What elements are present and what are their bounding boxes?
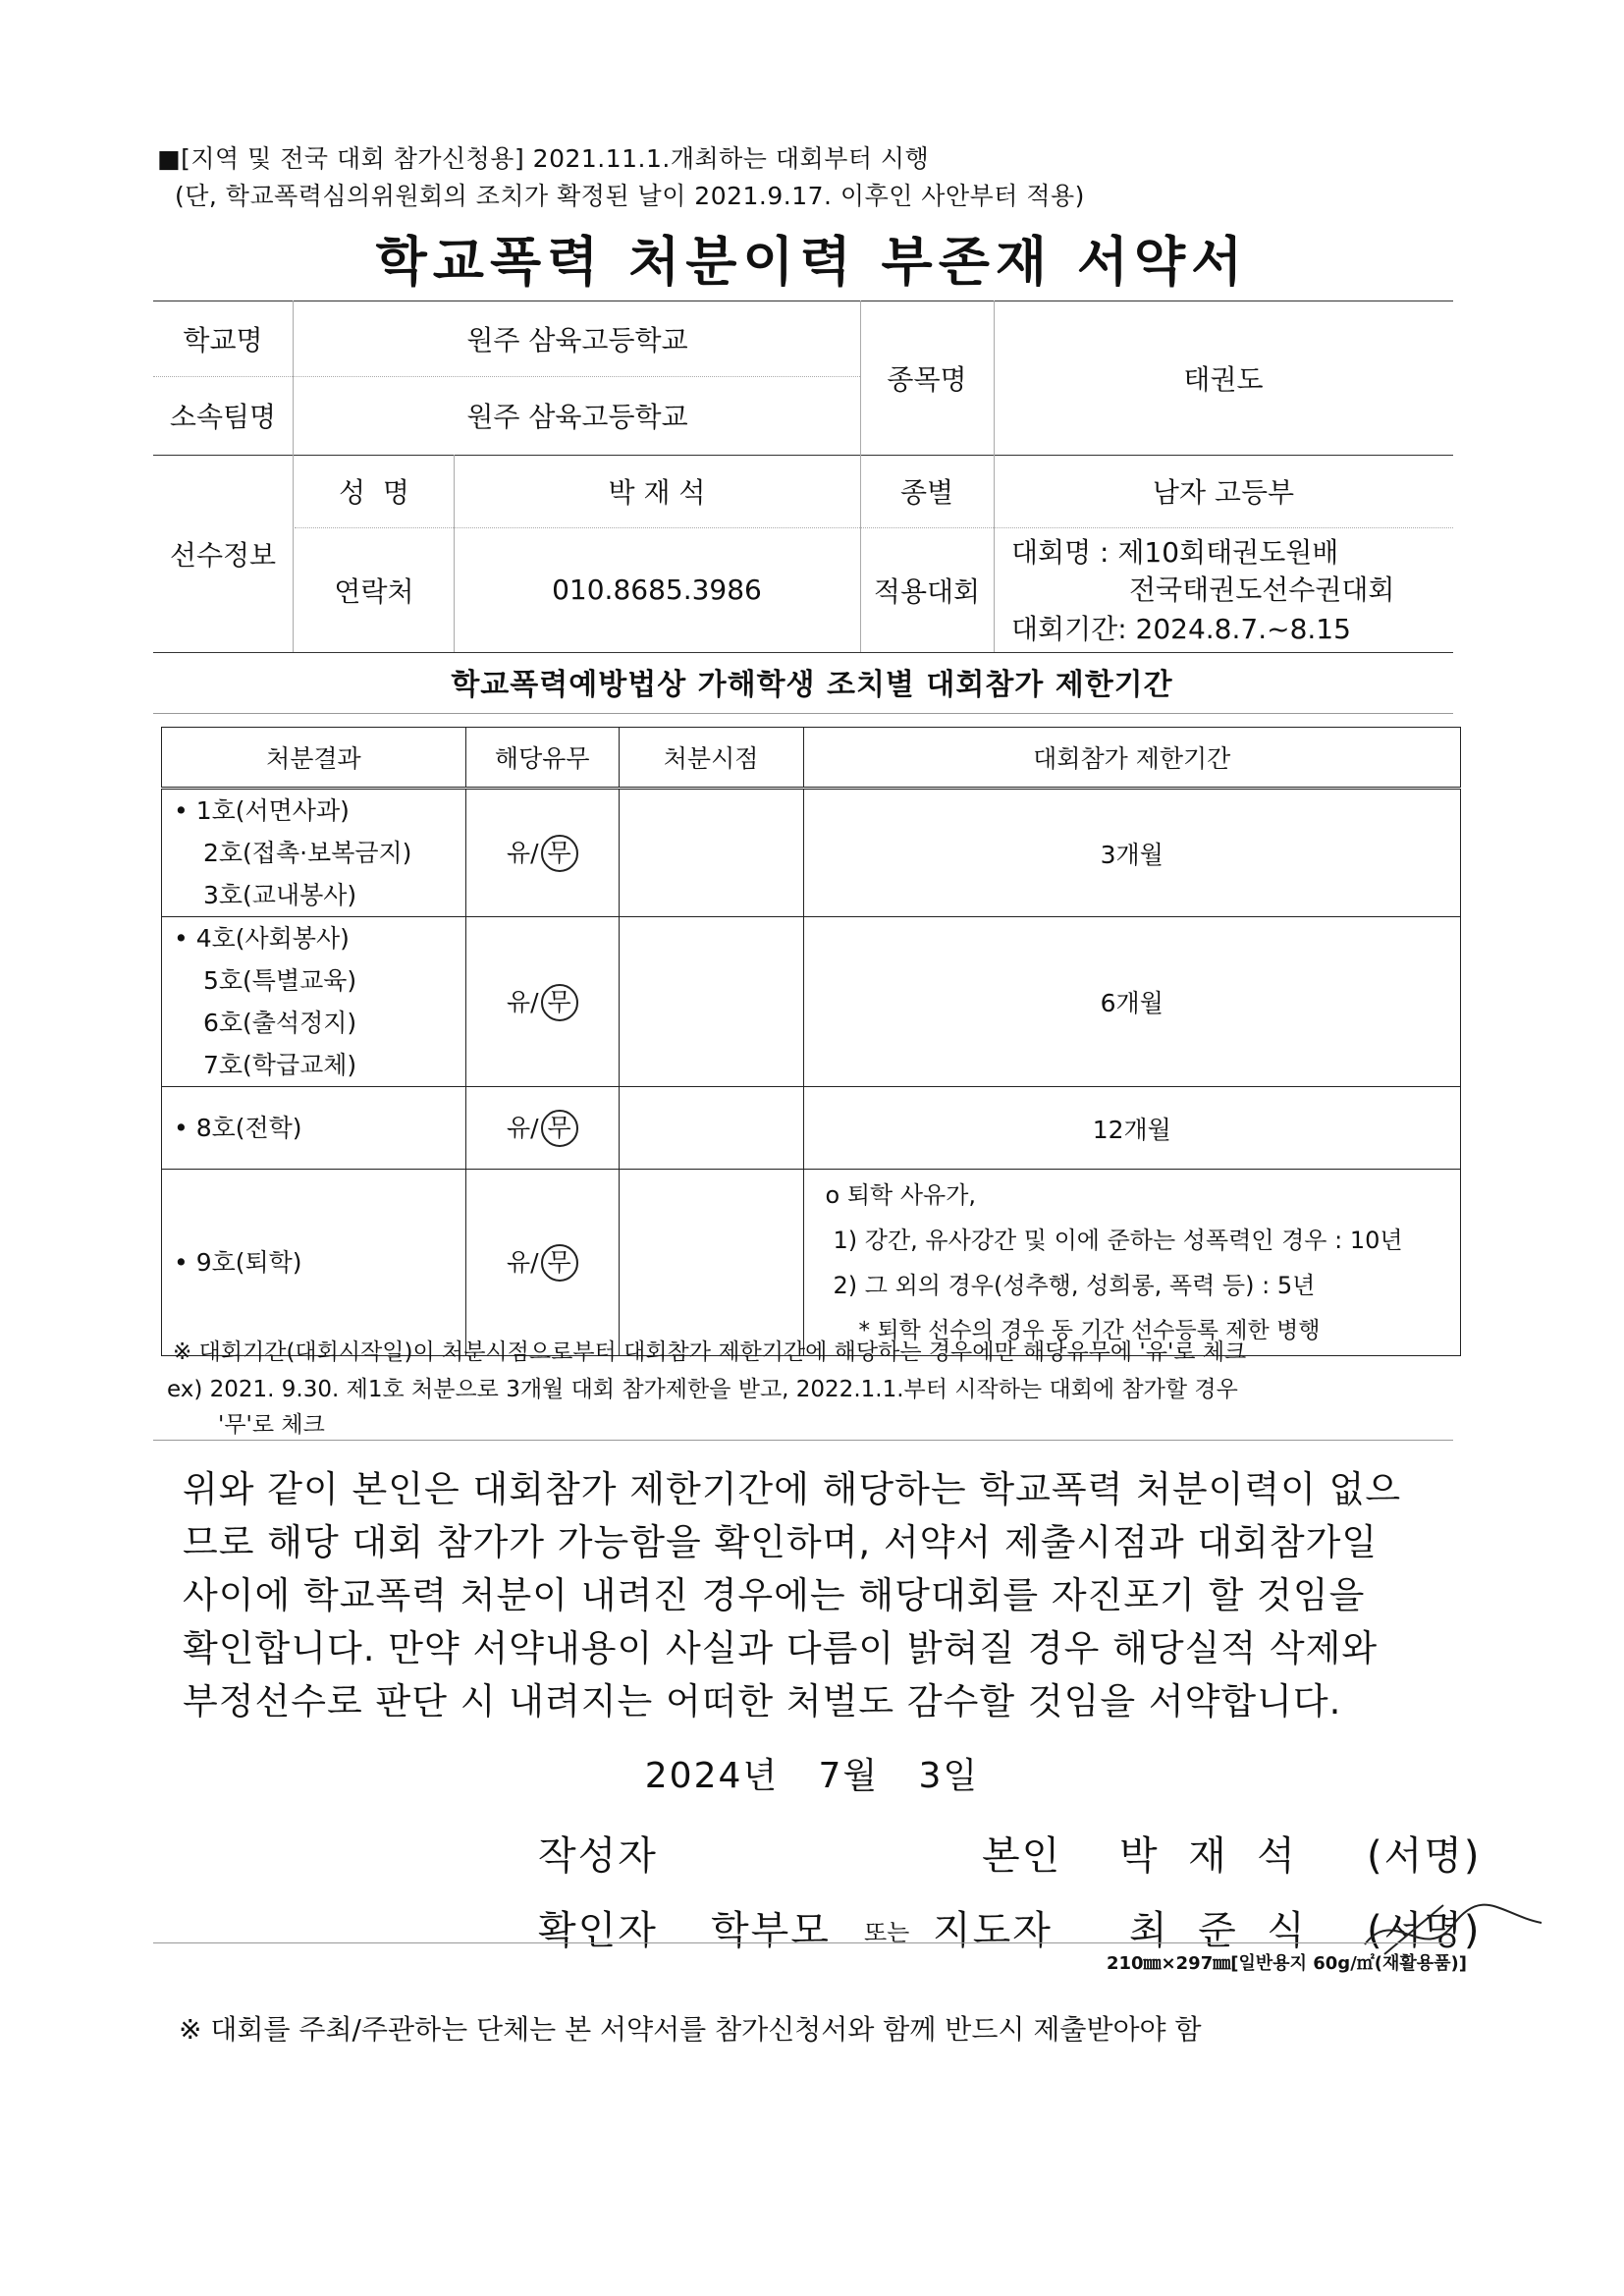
header-note-2: (단, 학교폭력심의위원회의 조치가 확정된 날이 2021.9.17. 이후인 사안부터 적용): [175, 182, 1085, 210]
confirmer-label: 확인자: [538, 1908, 658, 1953]
event-name-line2: 전국태권도선수권대회: [1129, 574, 1395, 606]
author-signature[interactable]: (서명): [1367, 1833, 1482, 1879]
pledge-line: 므로 해당 대회 참가가 가능함을 확인하며, 서약서 제출시점과 대회참가일: [183, 1521, 1379, 1563]
expulsion-reason: o 퇴학 사유가,: [825, 1180, 977, 1209]
category-item: • 8호(전학): [174, 1114, 302, 1142]
category-item: 3호(교내봉사): [203, 881, 357, 909]
school-label: 학교명: [183, 323, 263, 356]
date-cell[interactable]: [619, 1170, 803, 1356]
no-option-circled: 무: [541, 984, 578, 1021]
bottom-note: ※ 대회를 주최/주관하는 단체는 본 서약서를 참가신청서와 함께 반드시 제출받아야 함: [179, 2013, 1202, 2046]
category-cell: [162, 1170, 466, 1356]
applicable-cell[interactable]: [465, 1170, 619, 1356]
category-item: • 1호(서면사과): [174, 796, 350, 825]
gender-value: 남자 고등부: [1152, 476, 1295, 509]
applicable-cell[interactable]: [465, 789, 619, 917]
document-title: 학교폭력 처분이력 부존재 서약서: [375, 231, 1249, 293]
confirmer-or: 또는: [864, 1919, 910, 1946]
yes-option: 유/: [506, 987, 539, 1016]
category-item: 6호(출석정지): [203, 1009, 357, 1037]
footnote-1: ※ 대회기간(대회시작일)이 처분시점으로부터 대회참가 제한기간에 해당하는 경우에만 해당유무에 '유'로 체크: [173, 1339, 1247, 1365]
yes-option: 유/: [506, 1248, 539, 1277]
footnote-divider: [153, 1440, 1453, 1441]
category-item: • 4호(사회봉사): [174, 924, 350, 953]
header-applicable: 해당유무: [465, 728, 619, 789]
no-option-circled: 무: [541, 1110, 578, 1147]
expulsion-note: * 퇴학 선수의 경우 동 기간 선수등록 제한 병행: [858, 1317, 1321, 1343]
date-cell[interactable]: [619, 917, 803, 1087]
category-cell: [162, 1087, 466, 1170]
event-name-line1: 대회명 : 제10회태권도원배: [1011, 536, 1339, 569]
yes-option: 유/: [506, 839, 539, 867]
date-cell[interactable]: [619, 789, 803, 917]
yes-option: 유/: [506, 1114, 539, 1142]
table-header-row: [162, 728, 1461, 789]
sport-value: 태권도: [1183, 362, 1264, 396]
confirmer-signature[interactable]: (서명): [1367, 1908, 1482, 1953]
confirmer-name: 최 준 식: [1129, 1908, 1307, 1953]
table-row: [162, 917, 1461, 1087]
date-cell[interactable]: [619, 1087, 803, 1170]
category-item: • 9호(퇴학): [174, 1248, 302, 1277]
name-value: 박 재 석: [608, 476, 706, 509]
table-row: [162, 1170, 1461, 1356]
author-name: 박 재 석: [1119, 1833, 1297, 1879]
header-date: 처분시점: [619, 728, 803, 789]
applicable-cell[interactable]: [465, 1087, 619, 1170]
category-cell: [162, 789, 466, 917]
author-role: 본인: [982, 1833, 1062, 1879]
author-label: 작성자: [538, 1833, 658, 1879]
info-bottom-border: [153, 652, 1453, 653]
section-heading: 학교폭력예방법상 가해학생 조치별 대회참가 제한기간: [451, 668, 1173, 702]
section-divider: [153, 713, 1453, 714]
no-option-circled: 무: [541, 835, 578, 872]
signature-divider: [153, 1942, 1453, 1943]
confirmer-role-parent: 학부모: [711, 1908, 831, 1953]
pledge-text: [183, 1463, 1459, 1728]
school-value: 원주 삼육고등학교: [466, 323, 688, 356]
applicable-cell[interactable]: [465, 917, 619, 1087]
signing-date: 2024년 7월 3일: [644, 1756, 980, 1796]
table-row: [162, 1087, 1461, 1170]
event-label: 적용대회: [873, 574, 981, 608]
gender-label: 종별: [899, 476, 954, 509]
athlete-info-label: 선수정보: [169, 538, 277, 572]
sport-label: 종목명: [887, 362, 967, 396]
team-label: 소속팀명: [169, 401, 277, 433]
category-item: 2호(접촉·보복금지): [203, 839, 412, 867]
expulsion-case-1: 1) 강간, 유사강간 및 이에 준하는 성폭력인 경우 : 10년: [833, 1226, 1403, 1254]
team-value: 원주 삼육고등학교: [466, 401, 688, 433]
event-period: 대회기간: 2024.8.7.~8.15: [1011, 613, 1351, 645]
header-note-1: ■[지역 및 전국 대회 참가신청용] 2021.11.1.개최하는 대회부터 시행: [157, 144, 930, 173]
name-label: 성 명: [339, 476, 409, 509]
limit-cell: 6개월: [803, 917, 1460, 1087]
no-option-circled: 무: [541, 1244, 578, 1282]
pledge-line: 위와 같이 본인은 대회참가 제한기간에 해당하는 학교폭력 처분이력이 없으: [183, 1468, 1402, 1510]
limit-cell: 3개월: [803, 789, 1460, 917]
limit-cell: [803, 1170, 1460, 1356]
expulsion-case-2: 2) 그 외의 경우(성추행, 성희롱, 폭력 등) : 5년: [833, 1271, 1316, 1299]
paper-spec: 210㎜×297㎜[일반용지 60g/㎡(재활용품)]: [1106, 1953, 1467, 1974]
footnote-3: '무'로 체크: [218, 1412, 325, 1438]
pledge-line: 확인합니다. 만약 서약내용이 사실과 다름이 밝혀질 경우 해당실적 삭제와: [183, 1627, 1379, 1669]
pledge-line: 사이에 학교폭력 처분이 내려진 경우에는 해당대회를 자진포기 할 것임을: [183, 1574, 1366, 1616]
category-item: 7호(학급교체): [203, 1051, 357, 1079]
category-cell: [162, 917, 466, 1087]
header-limit: 대회참가 제한기간: [803, 728, 1460, 789]
confirmer-role-coach: 지도자: [933, 1908, 1053, 1953]
pledge-line: 부정선수로 판단 시 내려지는 어떠한 처벌도 감수할 것임을 서약합니다.: [183, 1680, 1342, 1722]
category-item: 5호(특별교육): [203, 966, 357, 995]
info-vdivider-1: [293, 301, 294, 652]
table-row: [162, 789, 1461, 917]
header-result: 처분결과: [162, 728, 466, 789]
footnote-2: ex) 2021. 9.30. 제1호 처분으로 3개월 대회 참가제한을 받고, 2022.1.1.부터 시작하는 대회에 참가할 경우: [167, 1377, 1238, 1402]
contact-value: 010.8685.3986: [552, 574, 762, 606]
penalty-table: [161, 727, 1461, 1356]
contact-label: 연락처: [334, 574, 414, 608]
limit-cell: 12개월: [803, 1087, 1460, 1170]
